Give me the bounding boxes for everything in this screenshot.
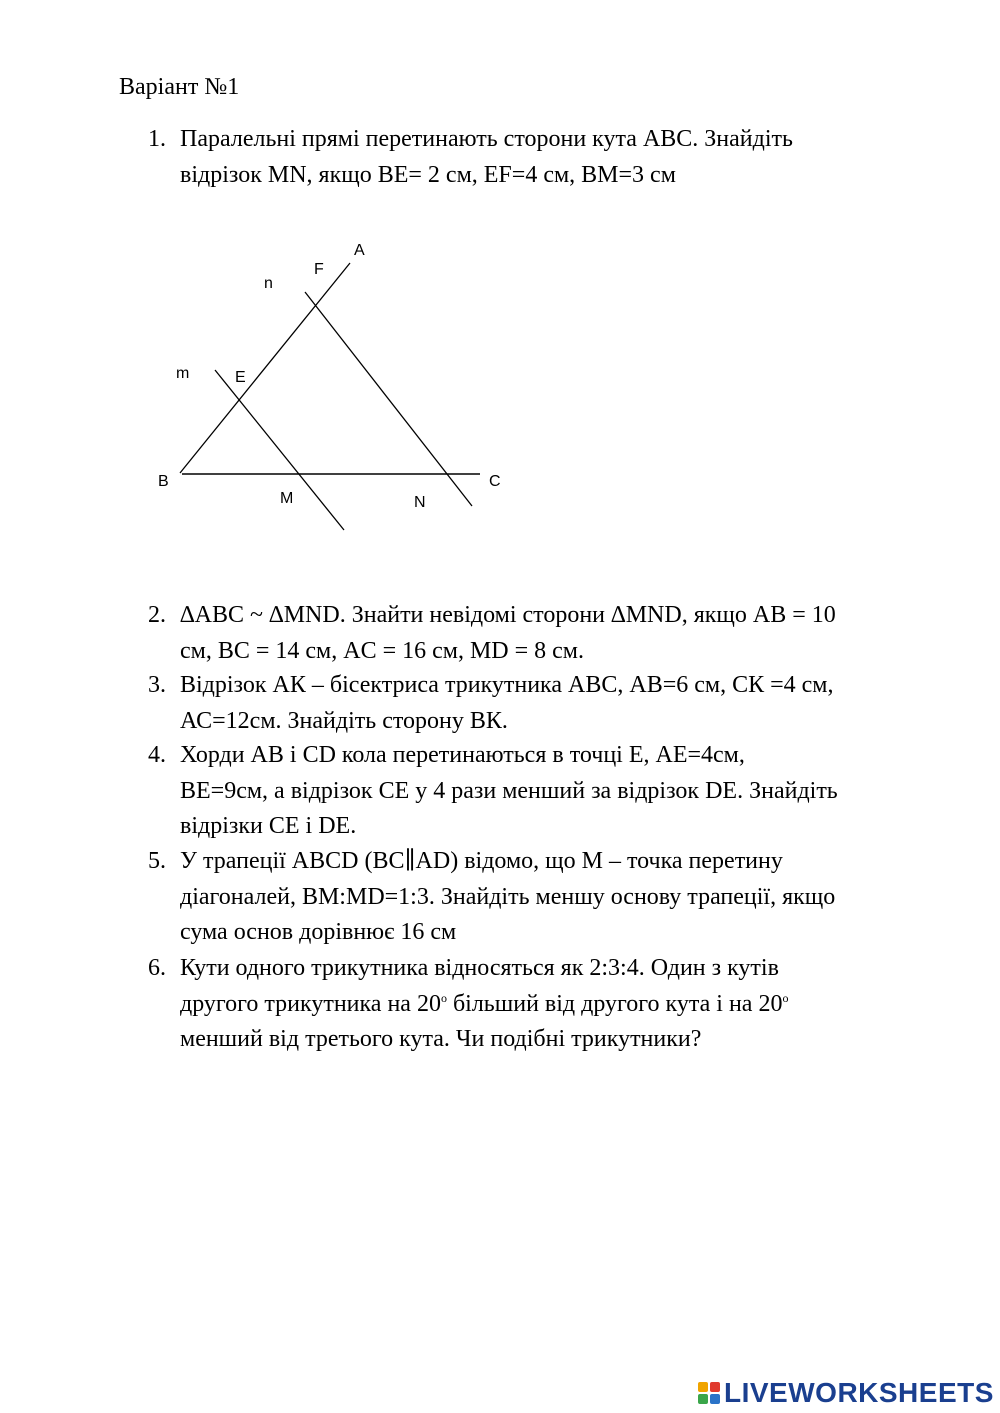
- label-m-point: M: [280, 490, 294, 507]
- task-2: [148, 598, 928, 669]
- task-line: менший від третього кута. Чи подібні трикутники?: [180, 1026, 702, 1052]
- task-4: [148, 738, 928, 845]
- task-6: [148, 951, 928, 1058]
- label-e: E: [235, 369, 246, 386]
- liveworksheets-logo: [698, 1378, 994, 1408]
- liveworksheets-icon: [698, 1382, 720, 1404]
- task-text-fragment: другого трикутника на 20: [180, 990, 441, 1017]
- brand-text: LIVEWORKSHEETS: [724, 1377, 994, 1408]
- geometry-figure: [150, 230, 510, 540]
- logo-square-3: [698, 1394, 708, 1404]
- label-m-line: m: [176, 365, 190, 382]
- task-number: 2.: [148, 602, 166, 628]
- task-number: 3.: [148, 672, 166, 698]
- label-c: C: [489, 473, 501, 490]
- label-f: F: [314, 261, 324, 278]
- task-3: [148, 668, 928, 739]
- task-line: діагоналей, ВМ:МD=1:3. Знайдіть меншу основу трапеції, якщо: [180, 883, 836, 910]
- task-text: [180, 598, 928, 669]
- task-number: 4.: [148, 742, 166, 768]
- task-line: Паралельні прямі перетинають сторони кута АВС. Знайдіть: [180, 126, 793, 152]
- label-n: n: [264, 275, 273, 292]
- task-text: [180, 951, 928, 1058]
- task-line: відрізки СЕ і DE.: [180, 813, 357, 839]
- task-line: У трапеції АВСD (ВС∥АD) відомо, що М – точка перетину: [180, 848, 783, 874]
- task-text: [180, 122, 928, 193]
- task-text-fragment: більший від другого кута і на 20: [446, 990, 783, 1017]
- degree-mark: о: [440, 990, 447, 1005]
- task-line: АС=12см. Знайдіть сторону ВК.: [180, 707, 508, 734]
- degree-mark: о: [782, 990, 789, 1005]
- ray-ba: [180, 263, 350, 473]
- task-line: Відрізок АК – бісектриса трикутника АВС, АВ=6 см, СК =4 см,: [180, 672, 834, 698]
- task-line: Хорди АВ і CD кола перетинаються в точці Е, АЕ=4см,: [180, 742, 745, 768]
- task-line: сума основ дорівнює 16 см: [180, 919, 457, 945]
- label-n-point: N: [414, 494, 426, 511]
- task-text: [180, 668, 928, 739]
- logo-square-2: [710, 1382, 720, 1392]
- label-b: B: [158, 473, 169, 490]
- task-number: 1.: [148, 126, 166, 152]
- task-line: відрізок MN, якщо BE= 2 см, EF=4 см, BM=3 см: [180, 161, 676, 188]
- task-5: [148, 844, 928, 951]
- task-line: ВЕ=9см, а відрізок СЕ у 4 рази менший за відрізок DE. Знайдіть: [180, 777, 838, 804]
- task-line: см, BC = 14 см, AC = 16 см, MD = 8 см.: [180, 637, 584, 664]
- task-text: [180, 844, 928, 951]
- variant-title: Варіант №1: [119, 74, 240, 100]
- label-a: A: [354, 242, 365, 259]
- task-number: 6.: [148, 955, 166, 981]
- angle-diagram: [150, 230, 510, 540]
- task-line: ∆ABC ~ ∆MND. Знайти невідомі сторони ∆MND, якщо AB = 10: [180, 602, 836, 628]
- task-line: Кути одного трикутника відносяться як 2:3:4. Один з кутів: [180, 955, 779, 981]
- task-1: [148, 122, 928, 193]
- task-text: [180, 738, 928, 845]
- task-number: 5.: [148, 848, 166, 874]
- logo-square-4: [710, 1394, 720, 1404]
- task-line: [180, 987, 928, 1023]
- logo-square-1: [698, 1382, 708, 1392]
